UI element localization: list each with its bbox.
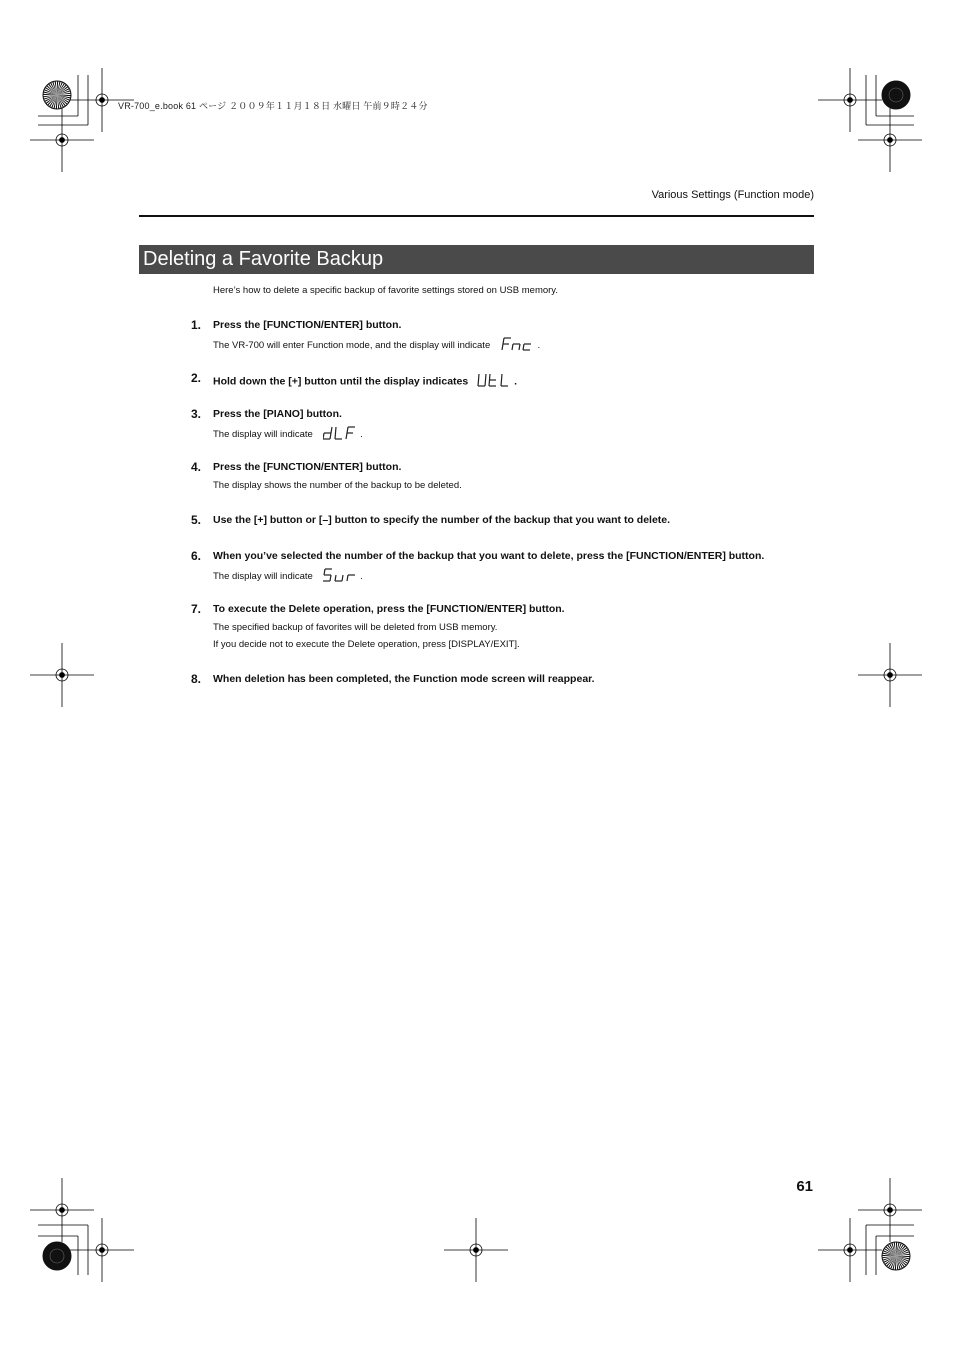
- intro-text: Here’s how to delete a specific backup of favorite settings stored on USB memory.: [213, 285, 558, 296]
- step-title: When you’ve selected the number of the backup that you want to delete, press the [FUNCTION/ENTER] button.: [213, 550, 765, 562]
- step-body: The display shows the number of the backup to be deleted.: [213, 480, 462, 491]
- registration-crosshair-icon: [818, 68, 882, 132]
- running-head: Various Settings (Function mode): [651, 189, 814, 201]
- step-body: [213, 425, 363, 444]
- step-number: 7.: [191, 602, 202, 616]
- step-number: 3.: [191, 407, 202, 421]
- lcd-display: [323, 425, 357, 444]
- lcd-display: [477, 372, 511, 391]
- print-header: VR-700_e.book 61 ページ ２００９年１１月１８日 水曜日 午前９時２４分: [118, 101, 428, 111]
- step-body-line: The display will indicate: [213, 429, 313, 441]
- registration-crosshair-icon: [858, 1178, 922, 1242]
- lcd-dlf-icon: [323, 425, 357, 441]
- period: .: [360, 429, 363, 441]
- registration-star-icon: [43, 1242, 71, 1270]
- step-body: The specified backup of favorites will be deleted from USB memory.: [213, 622, 498, 633]
- step-body: [213, 567, 363, 586]
- top-rule: [139, 215, 814, 217]
- step-title: [213, 372, 517, 391]
- registration-star-icon: [882, 1242, 910, 1270]
- period: .: [514, 375, 517, 388]
- step-number: 2.: [191, 371, 202, 385]
- registration-star-icon: [882, 81, 910, 109]
- step-body-line: The display will indicate: [213, 571, 313, 583]
- step-body: If you decide not to execute the Delete operation, press [DISPLAY/EXIT].: [213, 639, 520, 650]
- page-number: 61: [796, 1178, 813, 1195]
- registration-crosshair-icon: [858, 108, 922, 172]
- step-title: To execute the Delete operation, press the [FUNCTION/ENTER] button.: [213, 603, 565, 615]
- step-title: When deletion has been completed, the Function mode screen will reappear.: [213, 673, 595, 685]
- step-number: 1.: [191, 318, 202, 332]
- step-number: 5.: [191, 513, 202, 527]
- registration-crosshair-icon: [30, 108, 94, 172]
- lcd-fnc-icon: [501, 336, 535, 352]
- step-body: [213, 336, 540, 355]
- period: .: [537, 340, 541, 352]
- section-title: Deleting a Favorite Backup: [139, 245, 814, 274]
- step-body-line: The VR-700 will enter Function mode, and the display will indicate: [213, 340, 491, 352]
- step-title: Use the [+] button or [–] button to specify the number of the backup that you want to delete.: [213, 514, 671, 526]
- registration-crosshair-icon: [818, 1218, 882, 1282]
- registration-crosshair-icon: [30, 643, 94, 707]
- registration-star-icon: [43, 81, 71, 109]
- step-number: 6.: [191, 549, 202, 563]
- step-title: Press the [PIANO] button.: [213, 408, 342, 420]
- step-title-text: Hold down the [+] button until the display indicates: [213, 375, 469, 388]
- step-number: 8.: [191, 672, 202, 686]
- lcd-sur-icon: [323, 567, 357, 583]
- lcd-display: [501, 336, 535, 355]
- lcd-utl-icon: [477, 372, 511, 388]
- registration-crosshair-icon: [70, 1218, 134, 1282]
- step-title: Press the [FUNCTION/ENTER] button.: [213, 319, 402, 331]
- registration-crosshair-icon: [858, 643, 922, 707]
- step-title: Press the [FUNCTION/ENTER] button.: [213, 461, 402, 473]
- period: .: [360, 571, 363, 583]
- registration-crosshair-icon: [444, 1218, 508, 1282]
- step-number: 4.: [191, 460, 202, 474]
- lcd-display: [323, 567, 357, 586]
- registration-crosshair-icon: [30, 1178, 94, 1242]
